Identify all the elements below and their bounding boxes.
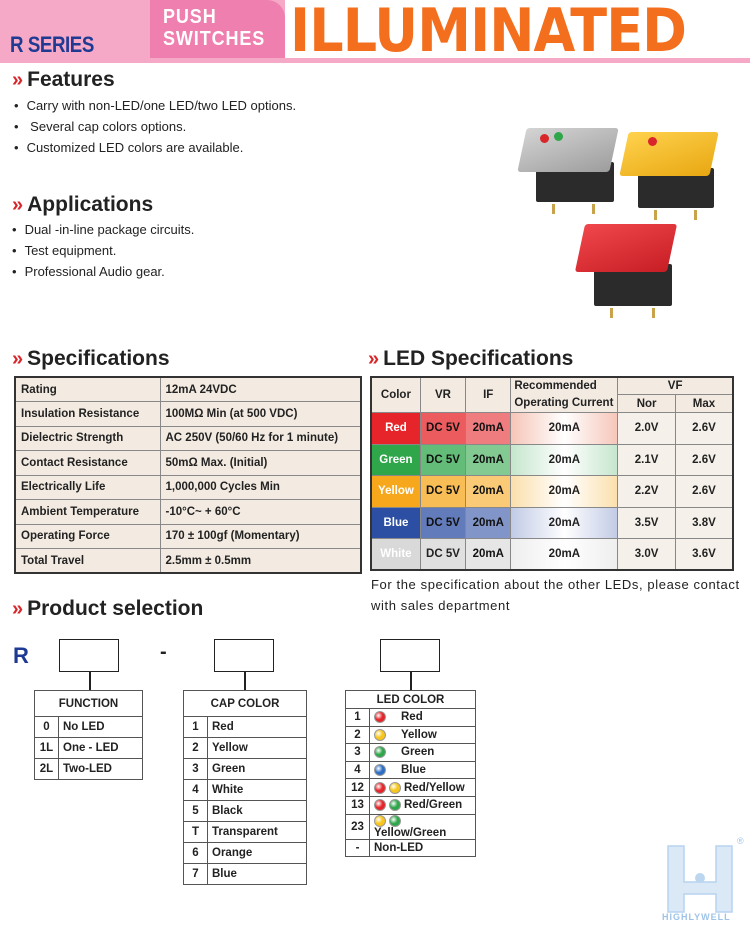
option-label: Yellow	[401, 728, 437, 741]
led-dot-icon	[374, 711, 386, 723]
led-vr-cell: DC 5V	[420, 444, 465, 476]
option-code: 2L	[35, 759, 59, 780]
led-dot-icon	[374, 729, 386, 741]
led-specifications-heading	[368, 347, 573, 371]
spec-value: 12mA 24VDC	[160, 377, 361, 402]
option-code: 23	[346, 814, 370, 839]
series-label: R SERIES	[10, 32, 94, 57]
push-line-1: PUSH	[163, 6, 217, 28]
spec-key: Dielectric Strength	[15, 426, 160, 451]
option-label: Red/Green	[404, 799, 463, 812]
option-code: 3	[184, 759, 208, 780]
table-row	[184, 822, 307, 843]
led-dot-icon	[374, 815, 386, 827]
features-list	[14, 95, 296, 158]
table-row	[15, 524, 361, 549]
grey-switch-image	[522, 124, 622, 224]
spec-key: Insulation Resistance	[15, 402, 160, 427]
rec-line-2: Operating Current	[514, 397, 614, 409]
table-row	[15, 377, 361, 402]
led-if-cell: 20mA	[466, 507, 511, 539]
table-row	[35, 717, 143, 738]
table-row	[15, 475, 361, 500]
table-row	[15, 402, 361, 427]
option-label: Transparent	[212, 826, 278, 838]
led-dot-icon	[374, 764, 386, 776]
table-row	[371, 539, 733, 571]
led-if-cell: 20mA	[466, 476, 511, 508]
chevron-right-icon: »	[368, 348, 380, 370]
led-vr-cell: DC 5V	[420, 539, 465, 571]
option-cell	[208, 822, 307, 843]
registered-mark: ®	[737, 836, 744, 846]
option-cell	[208, 738, 307, 759]
function-code-box	[59, 639, 119, 672]
page-title: ILLUMINATED	[290, 0, 687, 66]
cap-color-code-box	[214, 639, 274, 672]
spec-key: Ambient Temperature	[15, 500, 160, 525]
option-cell	[370, 726, 476, 744]
led-note: For the specification about the other LEDs, please contact with sales department	[371, 577, 740, 613]
table-row	[184, 759, 307, 780]
table-row	[346, 726, 476, 744]
highlywell-logo	[660, 842, 740, 922]
led-dot-icon	[374, 799, 386, 811]
table-row	[371, 476, 733, 508]
col-header-color: Color	[371, 377, 420, 413]
option-code: 1	[184, 717, 208, 738]
spec-value: 1,000,000 Cycles Min	[160, 475, 361, 500]
option-label: Two-LED	[63, 763, 112, 775]
led-specifications-body	[371, 413, 733, 571]
table-row	[371, 507, 733, 539]
table-row	[184, 738, 307, 759]
option-cell	[370, 709, 476, 727]
list-item: • Carry with non-LED/one LED/two LED options.	[14, 95, 296, 116]
specifications-title: Specifications	[27, 347, 170, 370]
col-header-vr: VR	[420, 377, 465, 413]
option-label: One - LED	[63, 742, 119, 754]
list-item: • Professional Audio gear.	[12, 261, 194, 282]
led-color-code-box	[380, 639, 440, 672]
applications-list	[12, 219, 194, 282]
option-cell	[208, 801, 307, 822]
list-item: • Several cap colors options.	[14, 116, 296, 137]
product-selection-title: Product selection	[27, 597, 204, 620]
led-dot-icon	[389, 782, 401, 794]
option-code: 4	[184, 780, 208, 801]
spec-key: Rating	[15, 377, 160, 402]
push-switches-label	[163, 6, 265, 50]
option-label: Blue	[401, 764, 426, 777]
table-row	[184, 780, 307, 801]
led-specifications-title: LED Specifications	[383, 347, 574, 370]
features-title: Features	[27, 68, 115, 91]
list-item: • Test equipment.	[12, 240, 194, 261]
chevron-right-icon: »	[12, 598, 24, 620]
part-prefix: R	[13, 643, 29, 668]
col-header-max: Max	[675, 395, 733, 413]
led-vf-max-cell: 2.6V	[675, 444, 733, 476]
features-heading	[12, 68, 115, 92]
option-label: Yellow/Green	[374, 826, 447, 839]
option-cell	[370, 761, 476, 779]
led-color-cell: Blue	[371, 507, 420, 539]
option-code: 7	[184, 864, 208, 885]
led-vr-cell: DC 5V	[420, 476, 465, 508]
function-title: FUNCTION	[35, 691, 143, 717]
table-row	[35, 738, 143, 759]
led-color-table	[345, 690, 476, 857]
led-dot-icon	[374, 746, 386, 758]
option-code: 2	[184, 738, 208, 759]
option-label: Non-LED	[374, 841, 424, 854]
connector-line	[244, 672, 246, 690]
applications-title: Applications	[27, 193, 154, 216]
option-code: 6	[184, 843, 208, 864]
table-row	[346, 814, 476, 839]
spec-value: 100MΩ Min (at 500 VDC)	[160, 402, 361, 427]
led-vf-nor-cell: 2.1V	[618, 444, 676, 476]
table-row	[346, 796, 476, 814]
option-code: -	[346, 839, 370, 857]
led-recommended-cell: 20mA	[511, 539, 618, 571]
chevron-right-icon: »	[12, 194, 24, 216]
table-row	[15, 426, 361, 451]
option-cell	[370, 744, 476, 762]
option-cell	[208, 843, 307, 864]
led-vf-nor-cell: 2.2V	[618, 476, 676, 508]
spec-value: 50mΩ Max. (Initial)	[160, 451, 361, 476]
led-dot-icon	[374, 782, 386, 794]
led-specifications-table	[370, 376, 734, 571]
option-label: Green	[212, 763, 246, 775]
option-code: 0	[35, 717, 59, 738]
led-vr-cell: DC 5V	[420, 413, 465, 445]
option-code: 4	[346, 761, 370, 779]
led-dot-icon	[389, 799, 401, 811]
specifications-table	[14, 376, 362, 574]
col-header-recommended	[511, 377, 618, 413]
led-color-cell: Red	[371, 413, 420, 445]
table-row	[346, 761, 476, 779]
option-cell	[59, 738, 143, 759]
option-label: Orange	[212, 847, 253, 859]
led-recommended-cell: 20mA	[511, 413, 618, 445]
option-cell	[59, 759, 143, 780]
table-row	[184, 717, 307, 738]
spec-value: 2.5mm ± 0.5mm	[160, 549, 361, 574]
option-cell	[370, 779, 476, 797]
spec-value: AC 250V (50/60 Hz for 1 minute)	[160, 426, 361, 451]
led-vf-nor-cell: 2.0V	[618, 413, 676, 445]
option-cell	[370, 814, 476, 839]
table-row	[184, 843, 307, 864]
option-label: Red	[212, 721, 234, 733]
table-row	[15, 500, 361, 525]
led-color-cell: Green	[371, 444, 420, 476]
option-code: 5	[184, 801, 208, 822]
cap-color-table	[183, 690, 307, 885]
led-vf-max-cell: 2.6V	[675, 476, 733, 508]
connector-line	[410, 672, 412, 690]
led-vf-max-cell: 3.6V	[675, 539, 733, 571]
col-header-vf: VF	[618, 377, 733, 395]
led-if-cell: 20mA	[466, 444, 511, 476]
led-recommended-cell: 20mA	[511, 507, 618, 539]
table-row	[346, 744, 476, 762]
option-code: 3	[346, 744, 370, 762]
spec-key: Electrically Life	[15, 475, 160, 500]
specifications-heading	[12, 347, 170, 371]
option-cell	[370, 796, 476, 814]
table-row	[346, 839, 476, 857]
table-row	[346, 709, 476, 727]
chevron-right-icon: »	[12, 69, 24, 91]
yellow-switch-image	[624, 128, 724, 228]
option-cell	[370, 839, 476, 857]
led-vf-max-cell: 2.6V	[675, 413, 733, 445]
function-body	[35, 717, 143, 780]
spec-key: Total Travel	[15, 549, 160, 574]
led-recommended-cell: 20mA	[511, 444, 618, 476]
table-row	[371, 444, 733, 476]
led-vf-nor-cell: 3.5V	[618, 507, 676, 539]
logo-text: HIGHLYWELL	[662, 912, 731, 922]
led-color-title: LED COLOR	[346, 691, 476, 709]
option-cell	[208, 780, 307, 801]
spec-value: -10°C~ + 60°C	[160, 500, 361, 525]
led-if-cell: 20mA	[466, 539, 511, 571]
option-label: No LED	[63, 721, 105, 733]
cap-color-body	[184, 717, 307, 885]
part-dash: -	[160, 641, 167, 663]
option-cell	[59, 717, 143, 738]
product-selection-heading	[12, 597, 203, 621]
col-header-if: IF	[466, 377, 511, 413]
option-label: Blue	[212, 868, 237, 880]
table-row	[35, 759, 143, 780]
led-color-cell: White	[371, 539, 420, 571]
table-row	[184, 801, 307, 822]
option-code: 12	[346, 779, 370, 797]
rec-line-1: Recommended	[514, 380, 597, 392]
option-label: Red/Yellow	[404, 781, 465, 794]
option-label: Yellow	[212, 742, 248, 754]
led-color-body	[346, 709, 476, 857]
led-vr-cell: DC 5V	[420, 507, 465, 539]
led-color-cell: Yellow	[371, 476, 420, 508]
applications-heading	[12, 193, 153, 217]
specifications-body	[15, 377, 361, 573]
list-item: • Dual -in-line package circuits.	[12, 219, 194, 240]
option-cell	[208, 717, 307, 738]
led-recommended-cell: 20mA	[511, 476, 618, 508]
connector-line	[89, 672, 91, 690]
option-code: 13	[346, 796, 370, 814]
option-code: 1L	[35, 738, 59, 759]
list-item: • Customized LED colors are available.	[14, 137, 296, 158]
table-row	[184, 864, 307, 885]
option-label: Green	[401, 746, 435, 759]
option-code: T	[184, 822, 208, 843]
led-vf-nor-cell: 3.0V	[618, 539, 676, 571]
spec-key: Operating Force	[15, 524, 160, 549]
option-label: White	[212, 784, 244, 796]
option-code: 2	[346, 726, 370, 744]
spec-value: 170 ± 100gf (Momentary)	[160, 524, 361, 549]
led-dot-icon	[389, 815, 401, 827]
cap-color-title: CAP COLOR	[184, 691, 307, 717]
table-row	[346, 779, 476, 797]
spec-key: Contact Resistance	[15, 451, 160, 476]
option-label: Red	[401, 711, 423, 724]
option-cell	[208, 759, 307, 780]
led-vf-max-cell: 3.8V	[675, 507, 733, 539]
table-row	[15, 549, 361, 574]
table-row	[371, 413, 733, 445]
option-cell	[208, 864, 307, 885]
chevron-right-icon: »	[12, 348, 24, 370]
red-switch-image	[580, 222, 680, 322]
col-header-nor: Nor	[618, 395, 676, 413]
led-if-cell: 20mA	[466, 413, 511, 445]
table-row	[15, 451, 361, 476]
option-code: 1	[346, 709, 370, 727]
option-label: Black	[212, 805, 243, 817]
push-line-2: SWITCHES	[163, 28, 266, 50]
function-table	[34, 690, 143, 780]
